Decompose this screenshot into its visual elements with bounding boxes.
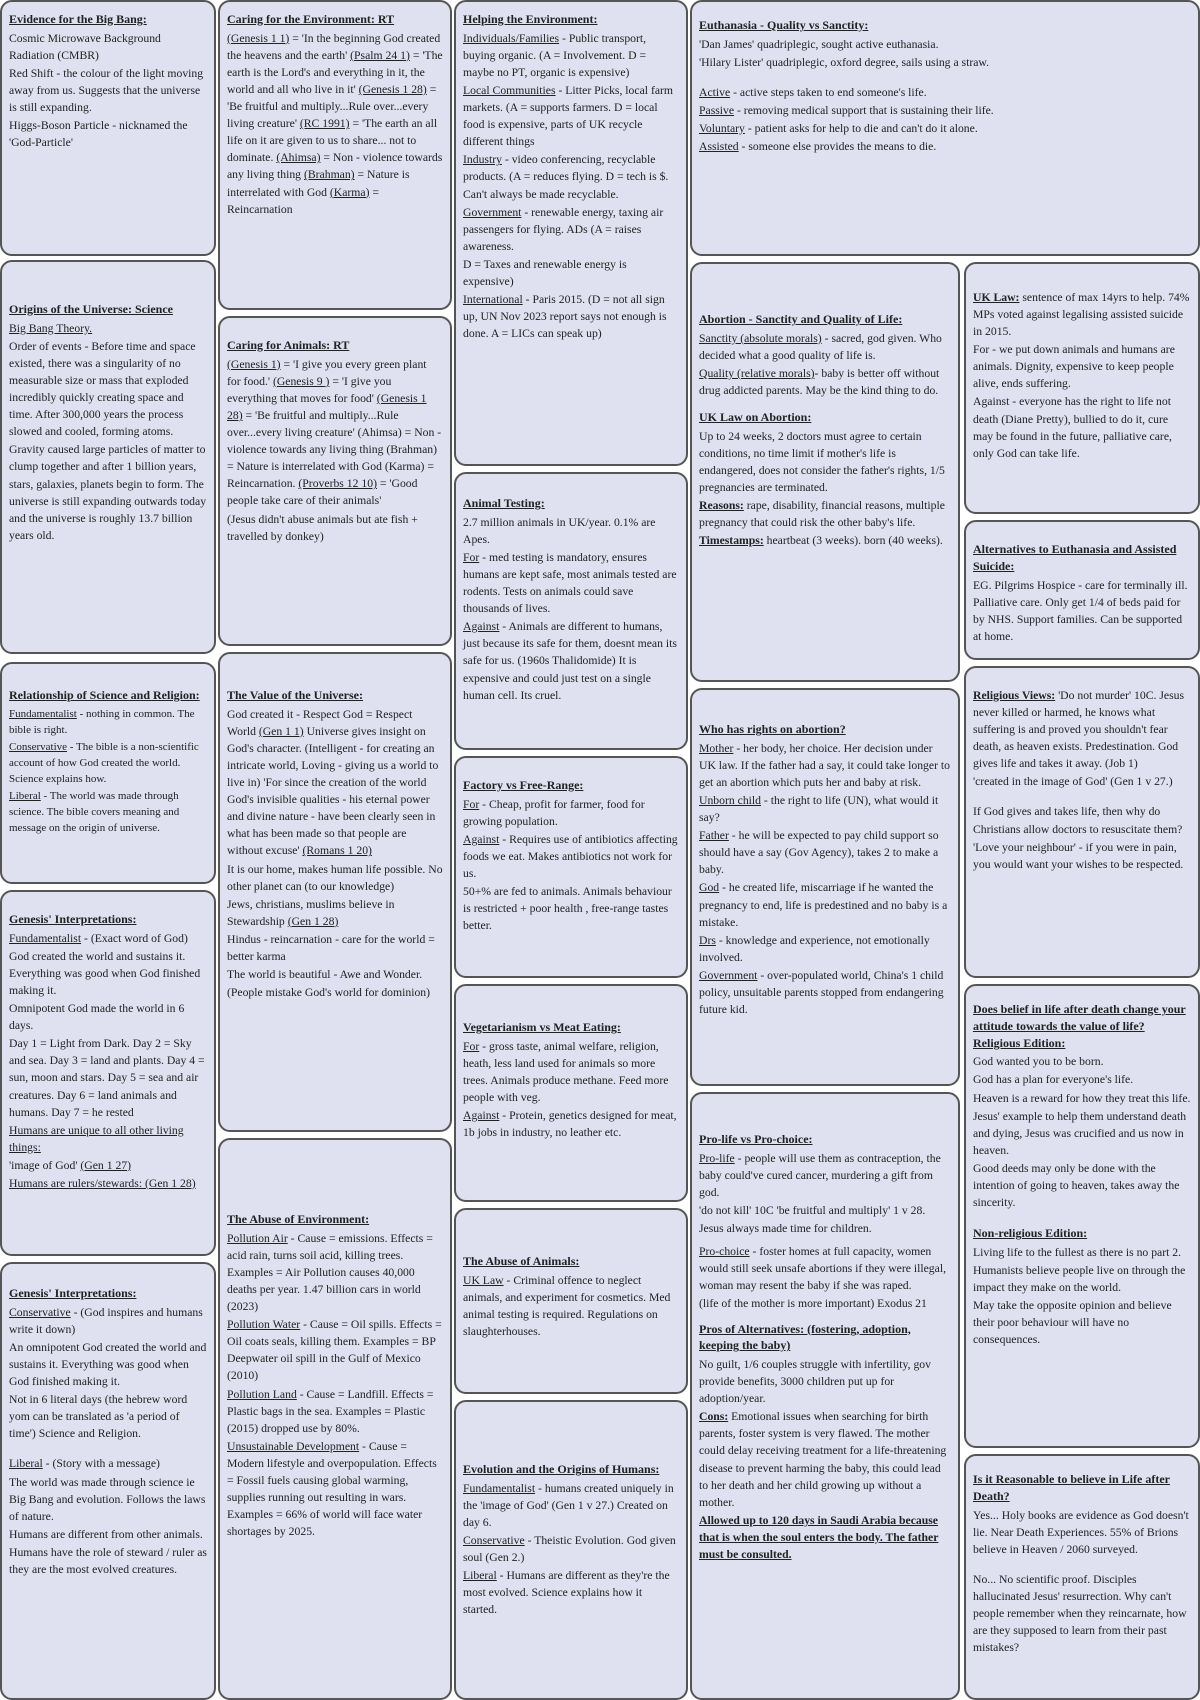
box-title: Animal Testing: [463,496,545,510]
international-label: International [463,292,523,306]
box-title: Pro-life vs Pro-choice: [699,1132,813,1146]
against-label: Against [463,620,500,634]
gravity-text: Gravity caused large particles of matter to clump together and after 1 billion years, stars, galaxies, planets begin to form. The universe is still expanding outwards today and the universe is roughly 13.7 billion years old. [9,443,207,542]
days-of-creation-text: Day 1 = Light from Dark. Day 2 = Sky and sea. Day 3 = land and plants. Day 4 = sun, moon and stars. Day 5 = sea and air creatures. Day 6 = land animals and humans. Day 7 = he rested [9,1037,205,1119]
liberal-text: - The world was made through science. The bible covers meaning and message on the origin of universe. [9,790,180,835]
quote-text: = Reincarnation [227,185,379,216]
box-abuse-environment [218,1138,452,1700]
reference: (RC 1991) [299,117,350,131]
doctors-label: Drs [699,933,716,947]
no-text: No... No scientific proof. Disciples hallucinated Jesus' resurrection. Why can't people remember when they reincarnate, how are they supposed to learn from their past mistakes? [973,1572,1187,1655]
unsustainable-development-text: - Cause = Modern lifestyle and overpopulation. Effects = Fossil fuels causing global warming, supplies running out resulting in wars. Examples = 66% of world will face water shortages by 2025. [227,1439,437,1539]
active-text: - active steps taken to end someone's life. [730,85,927,99]
uk-law-label: UK Law [463,1273,504,1287]
quote-text: = 'The earth is the Lord's and everything in it, the world and all who live in it' [227,48,443,97]
against-text: - Animals are different to humans, just because its safe for them, doesnt mean its safe for us. (1960s Thalidomide) It is expensive and could just test on a single human cell. Its cruel. [463,620,677,702]
against-text: - Protein, genetics designed for meat, 1b jobs in industry, no leather etc. [463,1109,677,1140]
quote-text: = 'The earth an all life on it are given to us to share... not to dominate. [227,117,438,165]
pro-choice-label: Pro-choice [699,1245,750,1259]
box-caring-environment [218,0,452,310]
for-text: - med testing is mandatory, ensures humans are kept safe, most animals tested are rodents. Tests on animals could save thousands of lives. [463,550,677,616]
father-text: - he will be expected to pay child support so should have a say (Gov Agency), takes 2 to make a baby. [699,829,939,877]
value-text: Hindus - reincarnation - care for the world = better karma [227,932,435,963]
uk-law-text: sentence of max 14yrs to help. 74% MPs voted against legalising assisted suicide in 2015. [973,291,1190,339]
box-abortion [690,262,960,682]
pro-life-label: Pro-life [699,1151,735,1165]
sanctity-label: Sanctity (absolute morals) [699,331,822,345]
passive-label: Passive [699,104,735,118]
mother-label: Mother [699,741,734,755]
statistics-text: 2.7 million animals in UK/year. 0.1% are Apes. [463,515,656,546]
assisted-label: Assisted [699,140,739,154]
religious-edition-text: Good deeds may only be done with the intention of going to heaven, takes away the sincerity. [973,1161,1180,1210]
statistics-text: 50+% are fed to animals. Animals behaviour is restricted + poor health , free-range tastes better. [463,885,672,933]
cmbr-text: Cosmic Microwave Background Radiation (CMBR) [9,31,161,62]
value-text: It is our home, makes human life possible. No other planet can (to our knowledge) [227,862,443,893]
box-rights-abortion [690,688,960,1086]
box-religious-views [964,666,1200,978]
hospice-text: EG. Pilgrims Hospice - care for terminally ill. Palliative care. Only get 1/4 of beds paid for by NHS. Support families. Can be supported at home. [973,578,1188,643]
pollution-land-label: Pollution Land [227,1387,297,1401]
box-caring-animals [218,316,452,646]
genesis-text: 'image of God' [9,1158,81,1172]
jesus-note-text: (Jesus didn't abuse animals but ate fish + travelled by donkey) [227,512,418,543]
box-title: Origins of the Universe: Science [9,302,173,316]
box-title: Genesis' Interpretations: [9,912,137,926]
higgs-boson-text: Higgs-Boson Particle - nicknamed the 'God-Particle' [9,119,188,150]
value-text: God created it - Respect God = Respect World [227,707,413,738]
quote-text: = 'Be fruitful and multiply...Rule over...every living creature' [227,83,437,131]
box-vegetarianism [454,984,688,1202]
genesis-text: Omnipotent God made the world in 6 days. [9,1002,185,1033]
box-title: Vegetarianism vs Meat Eating: [463,1020,621,1034]
value-text: Universe gives insight on God's character. (Intelligent - for creating an intricate world, Loving - giving us a world to live in) 'For since the creation of the world God's invisible qualities - his eternal power and divine nature - have been clearly seen in what has been made so that people are without excuse' [227,724,439,858]
fundamentalist-label: Fundamentalist [9,707,77,720]
box-abuse-animals [454,1208,688,1394]
unborn-child-label: Unborn child [699,794,761,808]
quote-text: = 'I give you everything that moves for food' [227,374,392,405]
pollution-water-text: - Cause = Oil spills. Effects = Oil coats seals, killing them. Examples = BP Deepwater oil spill in the Gulf of Mexico (2010) [227,1318,442,1383]
religious-views-text: 'created in the image of God' (Gen 1 v 27.) [973,775,1173,789]
father-label: Father [699,829,729,843]
saudi-arabia-text: Allowed up to 120 days in Saudi Arabia because that is when the soul enters the body. The father must be consulted. [699,1513,939,1561]
passive-text: - removing medical support that is sustaining their life. [734,104,994,118]
government-text: - renewable energy, taxing air passengers for flying. ADs (A = raises awareness. [463,205,664,253]
box-life-after-death-attitude [964,984,1200,1448]
fundamentalist-text: - nothing in common. The bible is right. [9,707,195,736]
box-origins-science [0,260,216,654]
box-animal-testing [454,472,688,750]
pro-life-text: Jesus always made time for children. [699,1222,872,1236]
fundamentalist-label: Fundamentalist [463,1481,536,1495]
box-title: Evidence for the Big Bang: [9,12,147,26]
reasons-label: Reasons: [699,499,744,513]
genesis-text: An omnipotent God created the world and sustains it. Everything was good when God finished making it. [9,1340,207,1389]
reference: (Gen 1 1) [258,724,304,738]
box-title: Relationship of Science and Religion: [9,688,200,702]
box-uk-law-euthanasia [964,262,1200,514]
reference: (Genesis 9 ) [272,374,330,388]
box-euthanasia [690,0,1200,256]
box-title: Alternatives to Euthanasia and Assisted Suicide: [973,542,1177,573]
non-religious-edition-text: May take the opposite opinion and believe their poor behaviour will have no consequences. [973,1299,1172,1347]
quote-text: = Nature is interrelated with God [227,168,410,199]
genesis-text: Not in 6 literal days (the hebrew word yom can be translated as 'a period of time') Science and Religion. [9,1393,188,1441]
local-communities-label: Local Communities [463,84,556,98]
industry-text: - video conferencing, recyclable products. (A = reduces flying. D = tech is $. Can't always be made recyclable. [463,153,669,201]
doctors-text: - knowledge and experience, not emotionally involved. [699,933,930,964]
government-text: D = Taxes and renewable energy is expensive) [463,257,627,288]
box-alternatives [964,520,1200,660]
for-label: For [463,797,480,811]
pollution-land-text: - Cause = Landfill. Effects = Plastic bags in the sea. Examples = Plastic (2015) dropped use by 80%. [227,1387,434,1435]
uk-law-label: UK Law: [973,291,1020,304]
god-text: - he created life, miscarriage if he wanted the pregnancy to end, life is predestined and no baby is a mistake. [699,881,948,929]
pollution-air-label: Pollution Air [227,1231,288,1245]
reasons-text: rape, disability, financial reasons, multiple pregnancy that could risk the other baby's life. [699,499,945,530]
reference: (Genesis 1) [227,357,281,371]
box-title: Caring for the Environment: RT [227,12,395,26]
quote-text: = 'In the beginning God created the heavens and the earth' [227,31,441,62]
voluntary-text: - patient asks for help to die and can't do it alone. [744,122,978,136]
box-title: Helping the Environment: [463,12,598,26]
unborn-child-text: - the right to life (UN), what would it say? [699,794,939,825]
box-title: Genesis' Interpretations: [9,1286,137,1300]
conservative-label: Conservative [463,1534,525,1548]
liberal-text: - (Story with a message) [42,1457,160,1471]
box-evidence-big-bang [0,0,216,256]
box-helping-environment [454,0,688,466]
box-value-universe [218,652,452,1132]
box-evolution [454,1400,688,1700]
local-communities-text: - Litter Picks, local farm markets. (A = supports farmers. D = local food is expensive, parts of UK recycle different things [463,84,674,149]
quality-label: Quality (relative morals) [699,366,815,380]
pro-life-text: 'do not kill' 10C 'be fruitful and multiply' 1 v 28. [699,1204,926,1218]
non-religious-edition-heading: Non-religious Edition: [973,1226,1088,1241]
pros-of-alternatives-heading: Pros of Alternatives: (fostering, adoption, keeping the baby) [699,1321,911,1353]
quote-text: = Non - violence towards any living thing [227,151,443,182]
value-text: Jews, christians, muslims believe in Stewardship [227,897,395,928]
order-of-events-text: Order of events - Before time and space existed, there was a singularity of no measurable size or mass that exploded incredibly quickly creating space and time. After 300,000 years the process slowed and cooled, forming atoms. [9,339,196,439]
box-genesis-fundamentalist [0,890,216,1256]
pro-choice-text: - foster homes at full capacity, women would still seek unsafe abortions if they were illegal, woman may resent the baby if she was raped. [699,1245,946,1293]
box-prolife-prochoice [690,1092,960,1700]
cons-text: Emotional issues when searching for birth parents, foster system is very flawed. The mother could delay receiving treatment for a life-threatening disease to prevent harming the baby, this could lead to her death and her child growing up without a mother. [699,1410,947,1509]
box-title: Evolution and the Origins of Humans: [463,1462,660,1476]
non-religious-edition-text: Humanists believe people live on through the impact they make on the world. [973,1263,1186,1295]
value-text: The world is beautiful - Awe and Wonder. [227,967,423,981]
reference: (Romans 1 20) [302,844,372,858]
government-label: Government [463,205,522,219]
conservative-label: Conservative [9,1305,71,1319]
conservative-text: - The bible is a non-scientific account of how God created the world. Science explains how. [9,740,199,785]
religious-views-text: 'Love your neighbour' - if you were in pain, you would want your wishes to be respected. [973,840,1184,871]
non-religious-edition-text: Living life to the fullest as there is no part 2. [973,1245,1182,1259]
reference: (Brahman) [303,168,355,182]
for-text: - Cheap, profit for farmer, food for growing population. [463,797,645,828]
quote-text: = 'Good people take care of their animals' [227,477,418,508]
pro-choice-text: (life of the mother is more important) Exodus 21 [699,1297,927,1311]
red-shift-text: Red Shift - the colour of the light moving away from us. Suggests that the universe is still expanding. [9,66,204,115]
case-study-text: 'Dan James' quadriplegic, sought active euthanasia. [699,37,939,51]
genesis-text: Humans are rulers/stewards: (Gen 1 28) [9,1176,196,1190]
case-study-text: 'Hilary Lister' quadriplegic, oxford degree, sails using a straw. [699,55,990,69]
reference: (Gen 1 28) [287,914,339,928]
conservative-text: - Theistic Evolution. God given soul (Gen 2.) [463,1534,676,1565]
box-title: The Abuse of Animals: [463,1254,580,1268]
uk-law-abortion-text: Up to 24 weeks, 2 doctors must agree to certain conditions, no time limit if mother's life is endangered, does not consider the father's rights, 1/5 pregnancies are terminated. [699,429,945,495]
conservative-label: Conservative [9,740,68,753]
government-text: - over-populated world, China's 1 child policy, unsuitable parents stopped from endangering future kid. [699,968,944,1016]
pro-life-text: - people will use them as contraception, the baby could've cured cancer, murdering a gift from god. [699,1151,941,1199]
government-label: Government [699,968,758,982]
box-genesis-conservative [0,1262,216,1700]
fundamentalist-label: Fundamentalist [9,931,82,945]
genesis-text: Humans are different from other animals. [9,1527,203,1541]
liberal-label: Liberal [9,1457,43,1471]
box-reasonable-life-after-death [964,1454,1200,1700]
sanctity-text: - sacred, god given. Who decided what a good quality of life is. [699,331,942,362]
box-title: Who has rights on abortion? [699,722,846,736]
religious-views-text: If God gives and takes life, then why do Christians allow doctors to resuscitate them? [973,805,1183,836]
individuals-label: Individuals/Families [463,31,560,45]
active-label: Active [699,85,731,99]
fundamentalist-text: - humans created uniquely in the 'image of God' (Gen 1 v 27.) Created on day 6. [463,1481,674,1529]
genesis-text: God created the world and sustains it. Everything was good when God finished making it. [9,949,201,998]
assisted-text: - someone else provides the means to die. [738,140,937,154]
reference: (Proverbs 12 10) [298,477,377,491]
box-title: Factory vs Free-Range: [463,778,584,792]
against-text: Against - everyone has the right to life not death (Diane Pretty), bullied to do it, cure may be found in the future, palliative care, only God can take life. [973,395,1172,460]
uk-law-abortion-heading: UK Law on Abortion: [699,410,812,425]
liberal-label: Liberal [9,790,41,803]
for-label: For [463,550,480,564]
pollution-air-text: - Cause = emissions. Effects = acid rain, turns soil acid, killing trees. Examples = Air Pollution causes 40,000 deaths per year. 1.47 billion cars in world (2023) [227,1231,433,1314]
box-title: The Abuse of Environment: [227,1212,370,1226]
against-label: Against [463,1109,500,1123]
for-label: For [463,1039,480,1053]
for-text: For - we put down animals and humans are animals. Dignity, expensive to keep people alive, ends suffering. [973,343,1175,391]
reference: (Karma) [329,185,370,199]
box-title: Caring for Animals: RT [227,338,350,352]
reference: (Psalm 24 1) [350,48,410,62]
timestamps-text: heartbeat (3 weeks). born (40 weeks). [763,534,943,548]
timestamps-label: Timestamps: [699,534,764,548]
box-title: Euthanasia - Quality vs Sanctity: [699,18,869,32]
individuals-text: - Public transport, buying organic. (A = Involvement. D = maybe no PT, organic is expensive) [463,31,647,79]
religious-edition-text: God wanted you to be born. [973,1055,1104,1069]
uk-law-text: - Criminal offence to neglect animals, and experiment for cosmetics. Med animal testing is required. Regulations on slaughterhouses. [463,1273,671,1339]
genesis-text: Humans are unique to all other living things: [9,1123,184,1154]
unsustainable-development-label: Unsustainable Development [227,1439,360,1453]
cons-label: Cons: [699,1410,729,1424]
against-text: - Requires use of antibiotics affecting foods we eat. Makes antibiotics not work for us. [463,832,678,881]
conservative-text: - (God inspires and humans write it down) [9,1305,203,1336]
yes-text: Yes... Holy books are evidence as God doesn't lie. Near Death Experiences. 55% of Brions believe in Heaven / 2060 surveyed. [973,1508,1189,1556]
religious-views-label: Religious Views: [973,689,1056,702]
reference: (Genesis 1 1) [227,31,290,45]
reference: (Genesis 1 28) [227,391,427,423]
reference: (Ahimsa) [276,151,321,165]
religious-edition-text: Heaven is a reward for how they treat this life. [973,1091,1191,1105]
quote-text: = 'Be fruitful and multiply...Rule over...every living creature' (Ahimsa) = Non - violence towards any living thing (Brahman) = Nature is interrelated with God (Karma) = Reincarnation. [227,409,442,491]
voluntary-label: Voluntary [699,122,745,136]
fundamentalist-text: - (Exact word of God) [81,931,188,945]
pollution-water-label: Pollution Water [227,1318,301,1332]
liberal-label: Liberal [463,1569,497,1583]
box-factory-free-range [454,756,688,978]
for-text: - gross taste, animal welfare, religion, heath, less land used for animals so more trees. Animals produce methane. Feed more people with veg. [463,1039,669,1105]
genesis-text: The world was made through science ie Big Bang and evolution. Follows the laws of nature. [9,1475,206,1523]
box-title: Abortion - Sanctity and Quality of Life: [699,312,903,326]
mother-text: - her body, her choice. Her decision under UK law. If the father had a say, it could take longer to get an abortion which puts her and baby at risk. [699,741,950,789]
reference: (Gen 1 27) [80,1158,132,1172]
religious-views-text: 'Do not murder' 10C. Jesus never killed or harmed, he knows what suffering is and proved you shouldn't fear death, as heaven exists. Predestination. God gives life and takes it away. (Job 1) [973,689,1185,771]
reference: (Genesis 1 28) [358,83,427,97]
religious-edition-text: Jesus' example to help them understand death and dying, Jesus was crucified and us now in heaven. [973,1109,1187,1157]
value-text: (People mistake God's world for dominion) [227,986,431,1000]
religious-edition-text: God has a plan for everyone's life. [973,1073,1134,1087]
international-text: - Paris 2015. (D = not all sign up, UN Nov 2023 report says not enough is done. A = LICs can speak up) [463,292,667,341]
box-title: Does belief in life after death change your attitude towards the value of life? Religious Edition: [973,1002,1186,1050]
box-title: Is it Reasonable to believe in Life after Death? [973,1472,1170,1503]
industry-label: Industry [463,153,502,167]
against-label: Against [463,832,500,846]
pros-text: No guilt, 1/6 couples struggle with infertility, gov provide benefits, 3000 children put up for adoption/year. [699,1358,931,1406]
quote-text: = 'I give you every green plant for food.' [227,357,427,388]
god-label: God [699,881,720,895]
genesis-text: Humans have the role of steward / ruler as they are the most evolved creatures. [9,1545,207,1576]
box-title: The Value of the Universe: [227,688,363,702]
liberal-text: - Humans are different as they're the most evolved. Science explains how it started. [463,1569,670,1617]
quality-text: - baby is better off without drug addicted parents. May be the kind thing to do. [699,366,940,398]
big-bang-theory-label: Big Bang Theory. [9,321,93,335]
box-science-religion [0,662,216,884]
